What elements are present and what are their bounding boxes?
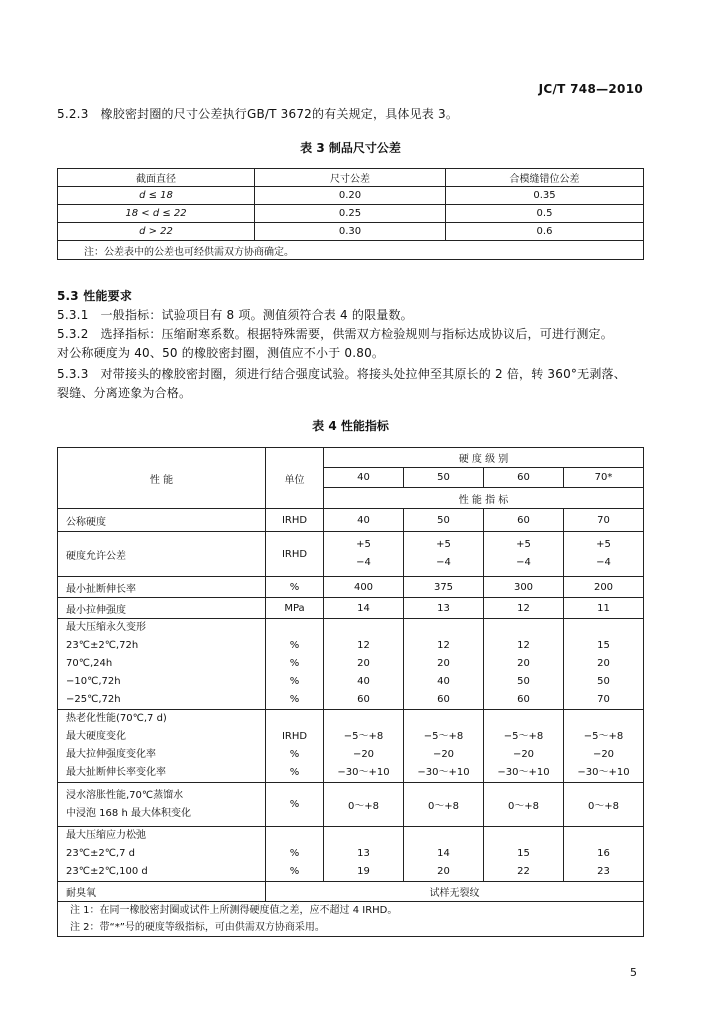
- row-label: 硬度允许公差: [58, 532, 266, 577]
- para-text: 一般指标：试验项目有 8 项。测值须符合表 4 的限量数。: [100, 308, 413, 322]
- t3-cell: 18 < d ≤ 22: [58, 205, 255, 223]
- row-val: 12 20 40 60: [324, 619, 404, 710]
- t3-h0: 截面直径: [58, 169, 255, 187]
- table-row: [58, 827, 644, 882]
- t4-grade: 70*: [564, 468, 644, 488]
- table3-header: [58, 169, 644, 187]
- table-row: [58, 783, 644, 827]
- row-unit: %: [266, 783, 324, 827]
- row-label: 最大压缩应力松弛 23℃±2℃,7 d 23℃±2℃,100 d: [58, 827, 266, 882]
- t4-h-prop: 性 能: [58, 448, 266, 509]
- row-val: 15 20 50 70: [564, 619, 644, 710]
- t3-cell: 0.35: [446, 187, 644, 205]
- row-val: 试样无裂纹: [266, 882, 644, 902]
- row-val: 12: [484, 598, 564, 619]
- para-5-3-2: [57, 325, 657, 363]
- row-val: 50: [404, 509, 484, 532]
- table-row: [58, 577, 644, 598]
- row-val: 40: [324, 509, 404, 532]
- table4-note-1: 注 1：在同一橡胶密封圈或试件上所测得硬度值之差，应不超过 4 IRHD。: [70, 905, 398, 916]
- table4: [57, 447, 644, 937]
- table-row: [58, 710, 644, 783]
- row-unit: % %: [266, 827, 324, 882]
- standard-code: JC/T 748—2010: [538, 82, 643, 96]
- row-val: 14 20: [404, 827, 484, 882]
- row-val: −5～+8 −20 −30～+10: [564, 710, 644, 783]
- row-label: 最小拉伸强度: [58, 598, 266, 619]
- t3-h2: 合模缝错位公差: [446, 169, 644, 187]
- table-row: [58, 619, 644, 710]
- row-val: +5 −4: [404, 532, 484, 577]
- row-val: 12 20 50 60: [484, 619, 564, 710]
- row-label: 公称硬度: [58, 509, 266, 532]
- t4-grade: 50: [404, 468, 484, 488]
- t4-h-index: 性 能 指 标: [324, 488, 644, 509]
- row-val: 300: [484, 577, 564, 598]
- para-num: 5.3.3: [57, 367, 89, 381]
- t3-cell: 0.5: [446, 205, 644, 223]
- para-text: 选择指标：压缩耐寒系数。根据特殊需要，供需双方检验规则与指标达成协议后，可进行测定。: [100, 327, 613, 341]
- t3-cell: d > 22: [58, 223, 255, 241]
- table-row: [58, 532, 644, 577]
- t3-cell: d ≤ 18: [58, 187, 255, 205]
- table4-note-2: 注 2：带“*”号的硬度等级指标，可由供需双方协商采用。: [70, 922, 325, 933]
- row-val: 13: [404, 598, 484, 619]
- row-val: 11: [564, 598, 644, 619]
- row-val: −5～+8 −20 −30～+10: [484, 710, 564, 783]
- row-label: 最大压缩永久变形 23℃±2℃,72h 70℃,24h −10℃,72h −25℃,72h: [58, 619, 266, 710]
- t3-h1: 尺寸公差: [255, 169, 446, 187]
- t3-cell: 0.25: [255, 205, 446, 223]
- para-text: 对公称硬度为 40、50 的橡胶密封圈，测值应不小于 0.80。: [57, 346, 385, 360]
- para-5-3-1: [57, 306, 413, 325]
- row-label: 热老化性能(70℃,7 d) 最大硬度变化 最大拉伸强度变化率 最大扯断伸长率变化率: [58, 710, 266, 783]
- row-val: 70: [564, 509, 644, 532]
- row-val: +5 −4: [484, 532, 564, 577]
- t3-cell: 0.6: [446, 223, 644, 241]
- para-text: 裂缝、分离迹象为合格。: [57, 386, 192, 400]
- t4-grade: 60: [484, 468, 564, 488]
- table-row: [58, 509, 644, 532]
- table-row: [58, 205, 644, 223]
- para-5-3-3: [57, 365, 657, 403]
- table3: [57, 168, 644, 260]
- t3-cell: 0.20: [255, 187, 446, 205]
- t4-grade: 40: [324, 468, 404, 488]
- para-5-2-3: [57, 105, 458, 124]
- row-val: −5～+8 −20 −30～+10: [324, 710, 404, 783]
- row-val: 375: [404, 577, 484, 598]
- row-val: 200: [564, 577, 644, 598]
- row-unit: IRHD: [266, 532, 324, 577]
- table-row: [58, 882, 644, 902]
- row-val: 0～+8: [484, 783, 564, 827]
- section-5-3-heading: 5.3 性能要求: [57, 289, 133, 303]
- row-val: 400: [324, 577, 404, 598]
- row-unit: IRHD: [266, 509, 324, 532]
- row-val: 14: [324, 598, 404, 619]
- row-val: −5～+8 −20 −30～+10: [404, 710, 484, 783]
- table-row: [58, 187, 644, 205]
- table4-caption: 表 4 性能指标: [312, 419, 389, 433]
- row-val: 12 20 40 60: [404, 619, 484, 710]
- row-val: +5 −4: [324, 532, 404, 577]
- row-val: +5 −4: [564, 532, 644, 577]
- row-val: 13 19: [324, 827, 404, 882]
- row-unit: MPa: [266, 598, 324, 619]
- row-unit: % % % %: [266, 619, 324, 710]
- table-row: [58, 223, 644, 241]
- table-row: [58, 598, 644, 619]
- para-text: 橡胶密封圈的尺寸公差执行GB/T 3672的有关规定，具体见表 3。: [100, 107, 459, 121]
- row-val: 0～+8: [324, 783, 404, 827]
- row-label: 耐臭氧: [58, 882, 266, 902]
- table3-caption: 表 3 制品尺寸公差: [300, 141, 401, 155]
- para-num: 5.2.3: [57, 107, 89, 121]
- table3-note: 注：公差表中的公差也可经供需双方协商确定。: [58, 241, 644, 260]
- row-val: 16 23: [564, 827, 644, 882]
- row-label: 浸水溶胀性能,70℃蒸馏水 中浸泡 168 h 最大体积变化: [58, 783, 266, 827]
- t4-h-unit: 单位: [266, 448, 324, 509]
- para-num: 5.3.1: [57, 308, 89, 322]
- row-unit: %: [266, 577, 324, 598]
- para-num: 5.3.2: [57, 327, 89, 341]
- row-unit: IRHD % %: [266, 710, 324, 783]
- t3-cell: 0.30: [255, 223, 446, 241]
- t4-h-hard: 硬 度 级 别: [324, 448, 644, 468]
- row-label: 最小扯断伸长率: [58, 577, 266, 598]
- para-text: 对带接头的橡胶密封圈，须进行结合强度试验。将接头处拉伸至其原长的 2 倍，转 360°无剥落、: [100, 367, 626, 381]
- row-val: 60: [484, 509, 564, 532]
- table4-notes: [58, 902, 644, 937]
- row-val: 15 22: [484, 827, 564, 882]
- row-val: 0～+8: [404, 783, 484, 827]
- row-val: 0～+8: [564, 783, 644, 827]
- page-number: 5: [630, 966, 637, 979]
